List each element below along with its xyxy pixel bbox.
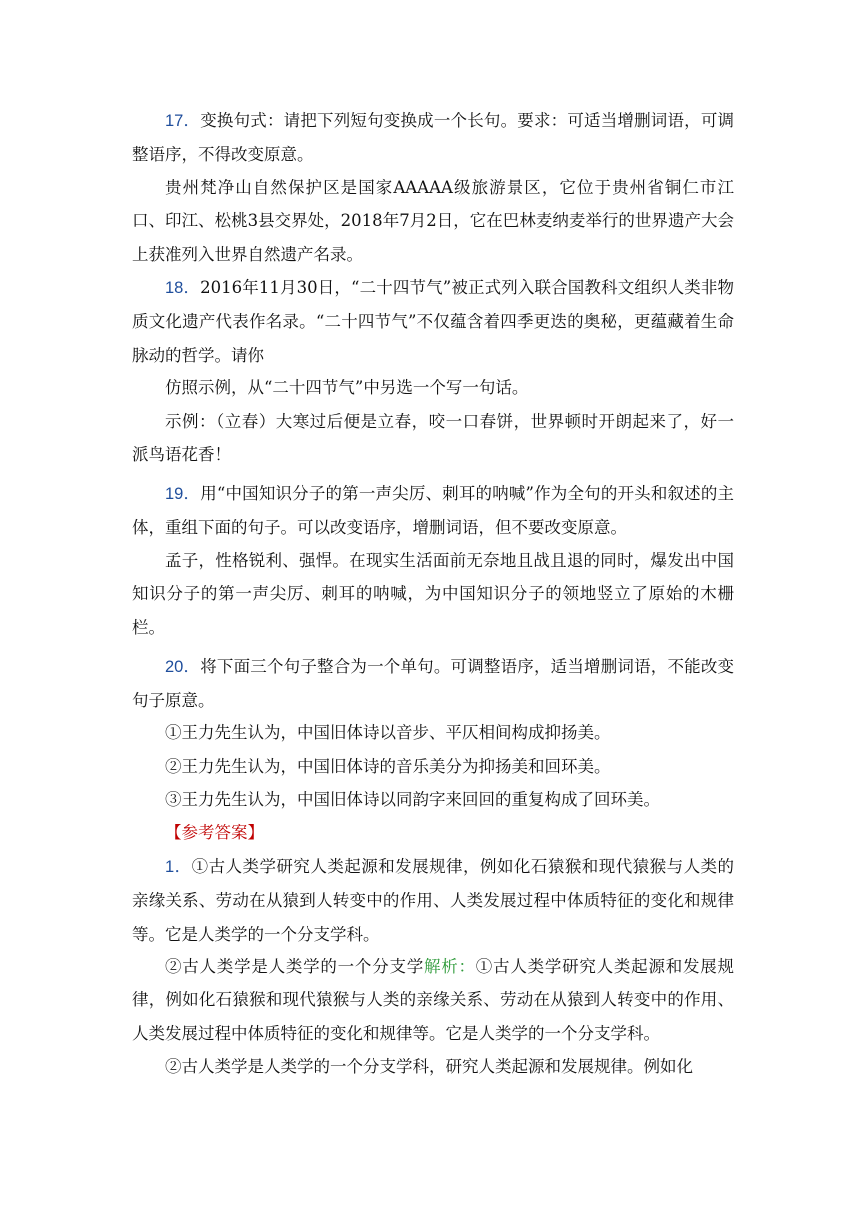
answer-text: ②古人类学是人类学的一个分支学 <box>165 957 424 976</box>
answers-heading: 【参考答案】 <box>165 823 264 842</box>
question-text: 2016年11月30日，“二十四节气”被正式列入联合国教科文组织人类非物质文化遗产代表作名录。“二十四节气”不仅蕴含着四季更迭的奥秘，更蕴藏着生命脉动的哲学。请你 <box>132 278 734 365</box>
question-20-item: ①王力先生认为，中国旧体诗以音步、平仄相间构成抑扬美。 <box>165 723 611 742</box>
question-19-prompt <box>132 477 734 545</box>
question-17-material: 贵州梵净山自然保护区是国家AAAAA级旅游景区，它位于贵州省铜仁市江口、印江、松桃3县交界处，2018年7月2日，它在巴林麦纳麦举行的世界遗产大会上获准列入世界自然遗产名录。 <box>132 178 734 264</box>
question-text: 用“中国知识分子的第一声尖厉、刺耳的呐喊”作为全句的开头和叙述的主体，重组下面的句子。可以改变语序，增删词语，但不要改变原意。 <box>132 484 735 538</box>
answer-1-part1 <box>132 850 734 951</box>
question-18-prompt <box>132 271 734 372</box>
question-number: 17． <box>165 112 201 130</box>
question-number: 20． <box>165 658 201 676</box>
question-20-item: ③王力先生认为，中国旧体诗以同韵字来回回的重复构成了回环美。 <box>165 790 660 809</box>
answer-1-part2 <box>132 950 734 1050</box>
question-18-instruction: 仿照示例，从“二十四节气”中另选一个写一句话。 <box>165 378 529 397</box>
answer-number: 1． <box>165 858 192 876</box>
question-text: 变换句式：请把下列短句变换成一个长句。要求：可适当增删词语，可调整语序，不得改变原意。 <box>132 111 735 165</box>
question-20-prompt <box>132 650 734 718</box>
answer-text: ①古人类学研究人类起源和发展规律，例如化石猿猴和现代猿猴与人类的亲缘关系、劳动在从猿到人转变中的作用、人类发展过程中体质特征的变化和规律等。它是人类学的一个分支学科。 <box>132 857 734 944</box>
question-number: 18． <box>165 279 201 297</box>
question-19-material: 孟子，性格锐利、强悍。在现实生活面前无奈地且战且退的同时，爆发出中国知识分子的第一声尖厉、刺耳的呐喊，为中国知识分子的领地竖立了原始的木栅栏。 <box>132 551 734 637</box>
question-18-example: 示例：（立春）大寒过后便是立春，咬一口春饼，世界顿时开朗起来了，好一派鸟语花香！ <box>132 412 734 465</box>
analysis-label: 解析： <box>423 957 476 976</box>
answer-1-part3: ②古人类学是人类学的一个分支学科，研究人类起源和发展规律。例如化 <box>165 1057 693 1076</box>
question-number: 19． <box>165 485 201 503</box>
question-text: 将下面三个句子整合为一个单句。可调整语序，适当增删词语，不能改变句子原意。 <box>132 657 735 711</box>
question-17-prompt <box>132 104 734 172</box>
question-20-item: ②王力先生认为，中国旧体诗的音乐美分为抑扬美和回环美。 <box>165 757 611 776</box>
analysis-text: ①古人类学研究人类起源和发展规律，例如化石猿猴和现代猿猴与人类的亲缘关系、劳动在从猿到人转变中的作用、人类发展过程中体质特征的变化和规律等。它是人类学的一个分支学科。 <box>132 957 734 1043</box>
